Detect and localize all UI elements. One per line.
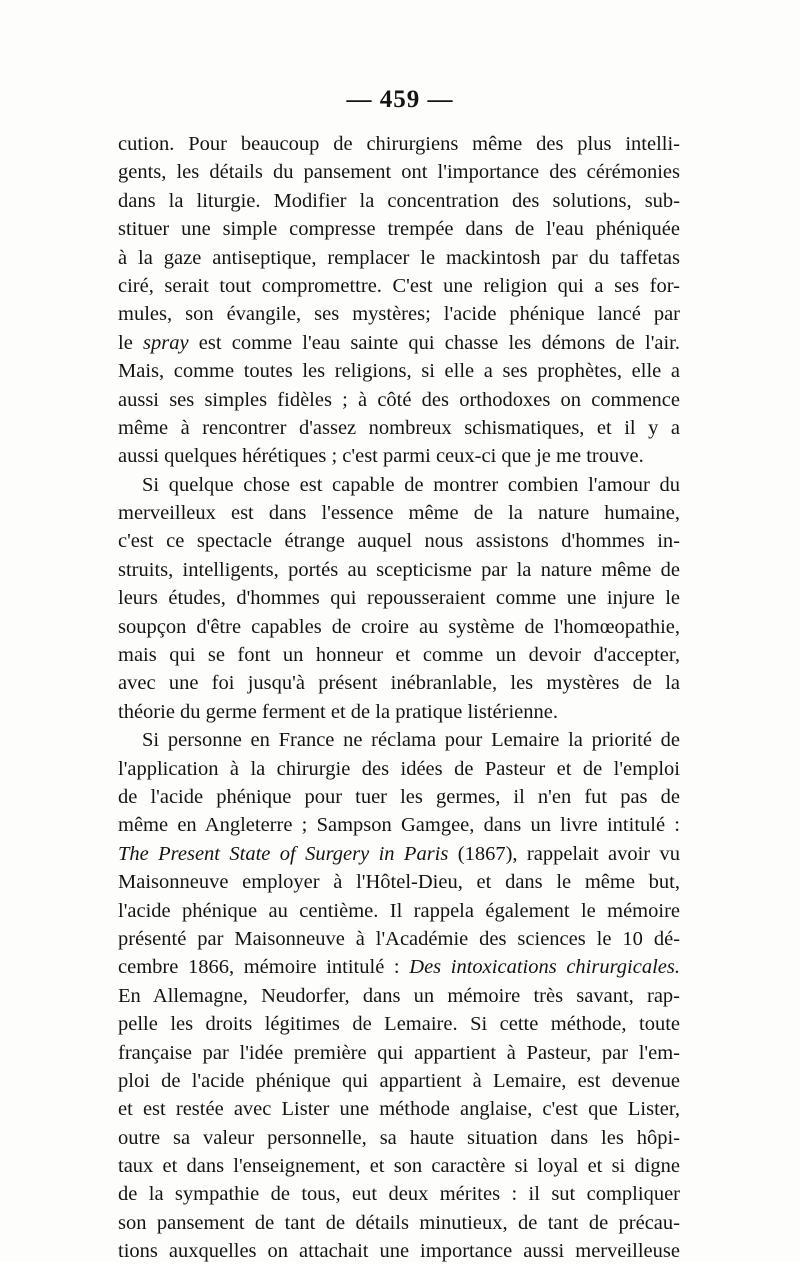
italic-title: The Present State of Surgery in Paris — [118, 842, 449, 865]
text-line: de la sympathie de tous, eut deux mérites : il sut compliquer — [118, 1183, 680, 1206]
text-line: l'application à la chirurgie des idées de Pasteur et de l'emploi — [118, 757, 680, 780]
text-line: Si quelque chose est capable de montrer combien l'amour du — [142, 473, 680, 496]
page-number: — 459 — — [346, 86, 454, 113]
text-line: tions auxquelles on attachait une importance aussi merveilleuse — [118, 1240, 680, 1263]
text-line: Maisonneuve employer à l'Hôtel-Dieu, et dans le même but, — [118, 871, 680, 894]
text-line — [118, 840, 680, 868]
text-line: à la gaze antiseptique, remplacer le mackintosh par du taffetas — [118, 246, 680, 269]
text-line — [118, 329, 680, 357]
text-line: taux et dans l'enseignement, et son caractère si loyal et si digne — [118, 1155, 680, 1178]
text-line: de l'acide phénique pour tuer les germes, il n'en fut pas de — [118, 785, 680, 808]
italic-title: Des intoxications chirurgicales. — [409, 956, 681, 979]
text-line: pelle les droits légitimes de Lemaire. Si cette méthode, toute — [118, 1013, 680, 1036]
text-line: gents, les détails du pansement ont l'importance des cérémonies — [118, 161, 680, 184]
text-line: aussi quelques hérétiques ; c'est parmi ceux-ci que je me trouve. — [118, 445, 644, 468]
text-line: même à rencontrer d'assez nombreux schismatiques, et il y a — [118, 416, 680, 439]
text-fragment: (1867), rappelait avoir vu — [448, 842, 680, 865]
text-line: merveilleux est dans l'essence même de la nature humaine, — [118, 502, 680, 525]
text-line: struits, intelligents, portés au scepticisme par la nature même de — [118, 558, 680, 581]
text-line: ploi de l'acide phénique qui appartient à Lemaire, est devenue — [118, 1069, 680, 1092]
text-line: mais qui se font un honneur et comme un devoir d'accepter, — [118, 644, 680, 667]
text-line: et est restée avec Lister une méthode anglaise, c'est que Lister, — [118, 1098, 680, 1121]
text-fragment: le — [118, 331, 144, 354]
text-line: c'est ce spectacle étrange auquel nous assistons d'hommes in- — [118, 530, 680, 553]
text-line: française par l'idée première qui appartient à Pasteur, par l'em- — [118, 1041, 680, 1064]
text-line: son pansement de tant de détails minutieux, de tant de précau- — [118, 1211, 680, 1234]
text-line: même en Angleterre ; Sampson Gamgee, dans un livre intitulé : — [118, 814, 680, 837]
text-line: soupçon d'être capables de croire au système de l'homœopathie, — [118, 615, 680, 638]
text-line: En Allemagne, Neudorfer, dans un mémoire très savant, rap- — [118, 984, 680, 1007]
text-line: Mais, comme toutes les religions, si elle a ses prophètes, elle a — [118, 360, 680, 383]
text-line: cution. Pour beaucoup de chirurgiens même des plus intelli- — [118, 133, 680, 155]
text-line: Si personne en France ne réclama pour Lemaire la priorité de — [142, 729, 680, 752]
text-line: l'acide phénique au centième. Il rappela également le mémoire — [118, 899, 680, 922]
text-line: présenté par Maisonneuve à l'Académie des sciences le 10 dé- — [118, 927, 680, 950]
text-line: aussi ses simples fidèles ; à côté des orthodoxes on commence — [118, 388, 680, 411]
text-line: dans la liturgie. Modifier la concentration des solutions, sub- — [118, 189, 680, 212]
text-line: outre sa valeur personnelle, sa haute situation dans les hôpi- — [118, 1126, 680, 1149]
text-fragment: cembre 1866, mémoire intitulé : — [118, 956, 410, 979]
text-line — [118, 953, 680, 981]
text-line: avec une foi jusqu'à présent inébranlable, les mystères de la — [118, 672, 680, 695]
text-line: ciré, serait tout compromettre. C'est une religion qui a ses for- — [118, 274, 680, 297]
text-line: théorie du germe ferment et de la pratique listérienne. — [118, 700, 558, 723]
text-line: mules, son évangile, ses mystères; l'acide phénique lancé par — [118, 303, 680, 326]
text-line: stituer une simple compresse trempée dans de l'eau phéniquée — [118, 218, 680, 241]
italic-title: spray — [143, 331, 189, 354]
text-line: leurs études, d'hommes qui repousseraient comme une injure le — [118, 587, 680, 610]
body-text — [118, 130, 680, 1266]
text-fragment: est comme l'eau sainte qui chasse les démons de l'air. — [188, 331, 680, 354]
